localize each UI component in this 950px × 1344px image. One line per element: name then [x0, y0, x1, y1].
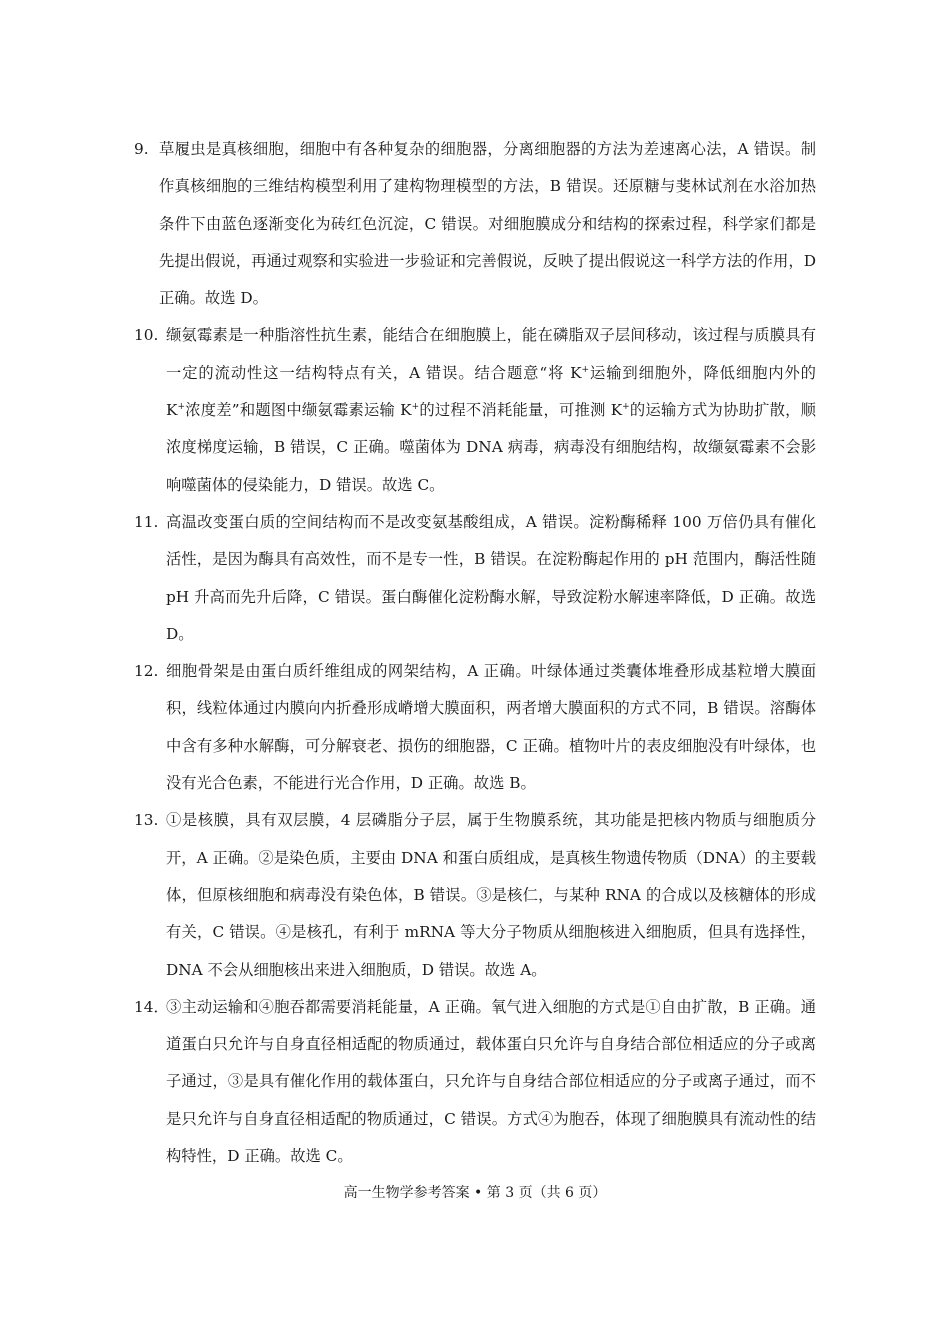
answer-item-9: [134, 131, 816, 317]
item-text-part: 运输到细胞外，降低细胞内外的 K: [166, 363, 816, 420]
item-number: 9.: [134, 140, 149, 158]
page-footer: 高一生物学参考答案 • 第 3 页（共 6 页）: [343, 1185, 607, 1201]
item-text: 高温改变蛋白质的空间结构而不是改变氨基酸组成，A 错误。淀粉酶稀释 100 万倍仍具有催化活性，是因为酶具有高效性，而不是专一性，B 错误。在淀粉酶起作用的 pH 范围内，酶活性随 pH 升高而先升后降，C 错误。蛋白酶催化淀粉酶水解，导致淀粉水解速率降低，D 正确。故选 D。: [166, 512, 816, 643]
answer-list: [134, 131, 816, 1175]
item-text-part: 的过程不消耗能量，可推测 K: [419, 401, 623, 420]
item-number: 14．: [134, 997, 169, 1016]
answer-item-11: [134, 504, 816, 653]
superscript-plus: +: [177, 402, 185, 413]
item-number: 13.: [134, 811, 159, 830]
answer-item-14: [134, 989, 816, 1175]
item-number: 12.: [134, 662, 159, 681]
item-text: ③主动运输和④胞吞都需要消耗能量，A 正确。氧气进入细胞的方式是①自由扩散，B 正确。通道蛋白只允许与自身直径相适配的物质通过，载体蛋白只允许与自身结合部位相适应的分子或离子通过，③是具有催化作用的载体蛋白，只允许与自身结合部位相适应的分子或离子通过，而不是只允许与自身直径相适配的物质通过，C 错误。方式④为胞吞，体现了细胞膜具有流动性的结构特性，D 正确。故选 C。: [166, 997, 816, 1166]
answer-item-10: [134, 317, 816, 503]
answer-item-13: [134, 802, 816, 988]
item-text-part: 浓度差”和题图中缬氨霉素运输 K: [184, 401, 412, 420]
item-text: 草履虫是真核细胞，细胞中有各种复杂的细胞器，分离细胞器的方法为差速离心法，A 错误。制作真核细胞的三维结构模型利用了建构物理模型的方法，B 错误。还原糖与斐林试剂在水浴加热条件下由蓝色逐渐变化为砖红色沉淀，C 错误。对细胞膜成分和结构的探索过程，科学家们都是先提出假说，再通过观察和实验进一步验证和完善假说，反映了提出假说这一科学方法的作用，D 正确。故选 D。: [159, 140, 816, 308]
superscript-plus: +: [581, 364, 590, 375]
item-text: ①是核膜，具有双层膜，4 层磷脂分子层，属于生物膜系统，其功能是把核内物质与细胞质分开，A 正确。②是染色质，主要由 DNA 和蛋白质组成，是真核生物遗传物质（DNA）的主要载体，但原核细胞和病毒没有染色体，B 错误。③是核仁，与某种 RNA 的合成以及核糖体的形成有关，C 错误。④是核孔，有利于 mRNA 等大分子物质从细胞核进入细胞质，但具有选择性，DNA 不会从细胞核出来进入细胞质，D 错误。故选 A。: [166, 811, 816, 979]
item-number: 11.: [134, 512, 159, 531]
superscript-plus: +: [411, 402, 420, 413]
item-text-part: 缬氨霉素是一种脂溶性抗生素，能结合在细胞膜上，能在磷脂双子层间移动，该过程与质膜具有一定的流动性这一结构特点有关，A 错误。结合题意“将 K: [166, 326, 816, 382]
item-text-part: 的运输方式为协助扩散，顺浓度梯度运输，B 错误，C 正确。噬菌体为 DNA 病毒，病毒没有细胞结构，故缬氨霉素不会影响噬菌体的侵染能力，D 错误。故选 C。: [166, 401, 816, 494]
answer-item-12: [134, 653, 816, 802]
item-text: 细胞骨架是由蛋白质纤维组成的网架结构，A 正确。叶绿体通过类囊体堆叠形成基粒增大膜面积，线粒体通过内膜向内折叠形成嵴增大膜面积，两者增大膜面积的方式不同，B 错误。溶酶体中含有多种水解酶，可分解衰老、损伤的细胞器，C 正确。植物叶片的表皮细胞没有叶绿体，也没有光合色素，不能进行光合作用，D 正确。故选 B。: [166, 662, 816, 793]
item-number: 10.: [134, 326, 159, 345]
superscript-plus: +: [622, 402, 630, 413]
